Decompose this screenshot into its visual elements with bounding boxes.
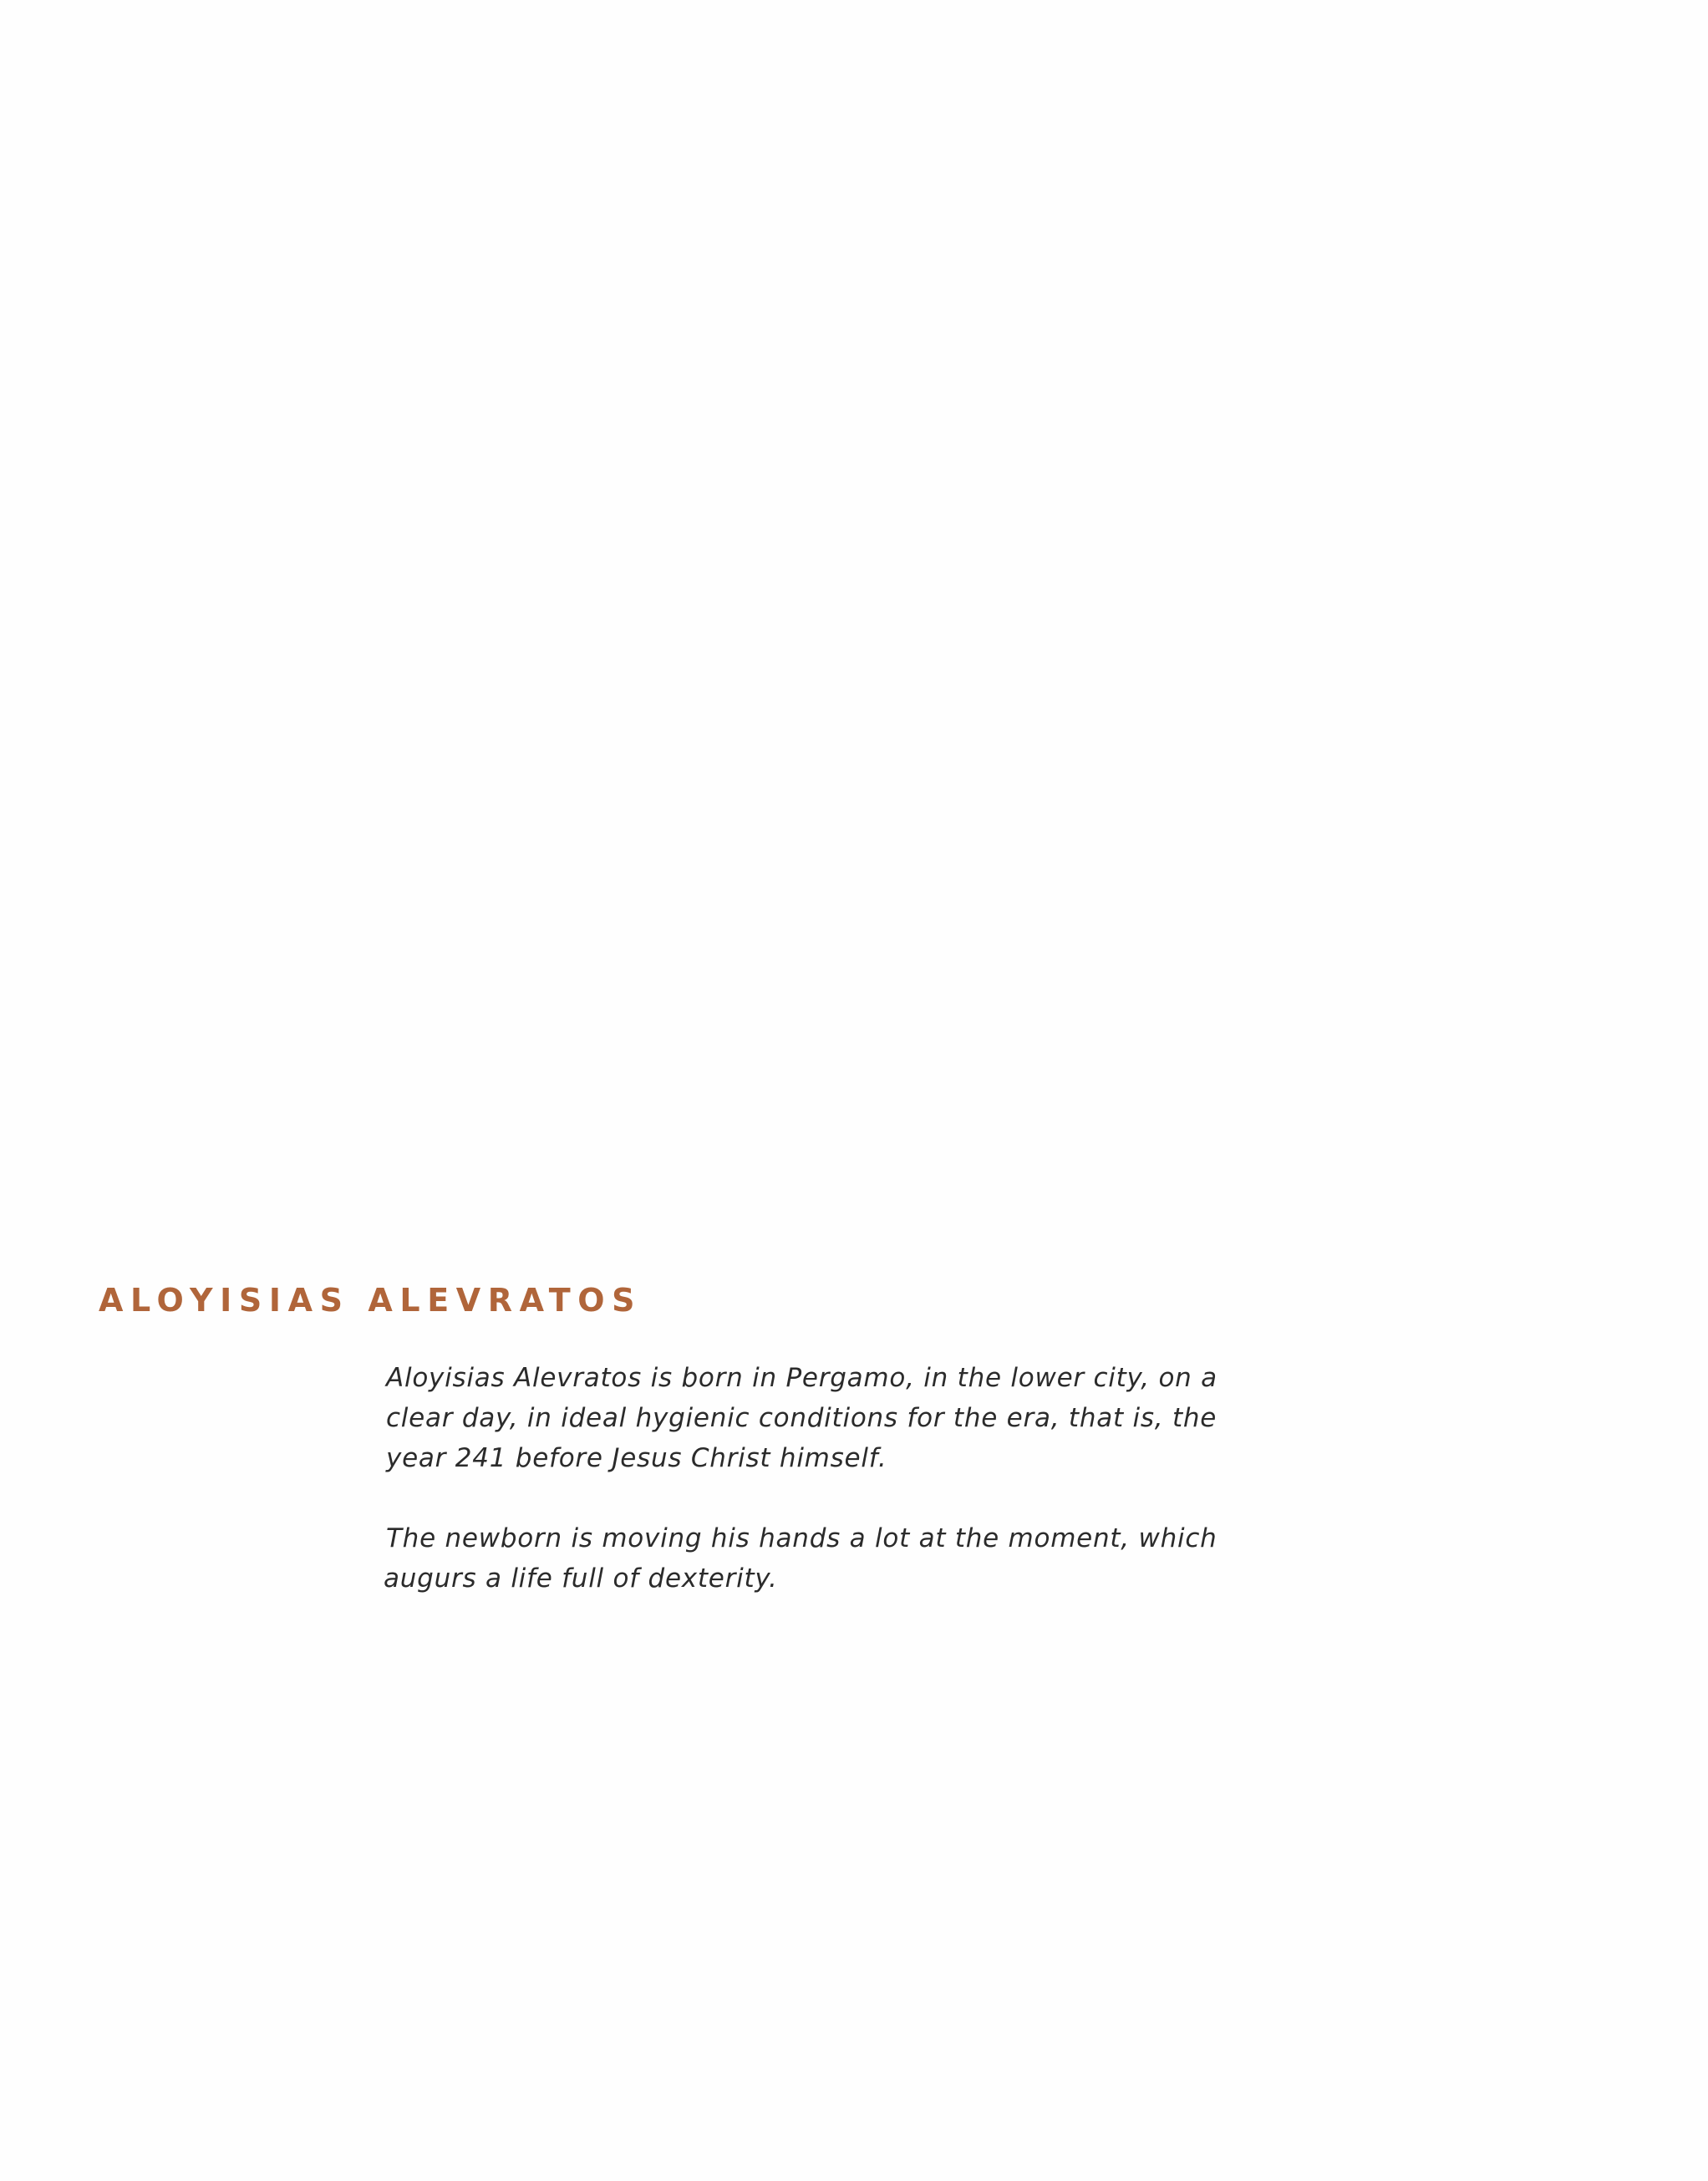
section-heading: ALOYISIAS ALEVRATOS (99, 1282, 643, 1319)
text-line: Aloyisias Alevratos is born in Pergamo, in the lower city, on a (386, 1363, 1217, 1393)
text-line: augurs a life full of dexterity. (384, 1563, 778, 1594)
text-line: year 241 before Jesus Christ himself. (386, 1443, 887, 1473)
text-line: The newborn is moving his hands a lot at the moment, which (386, 1523, 1217, 1553)
paragraph (386, 1518, 1238, 1599)
body-text (386, 1358, 1238, 1599)
text-line: clear day, in ideal hygienic conditions for the era, that is, the (386, 1403, 1217, 1433)
paragraph (386, 1358, 1238, 1478)
